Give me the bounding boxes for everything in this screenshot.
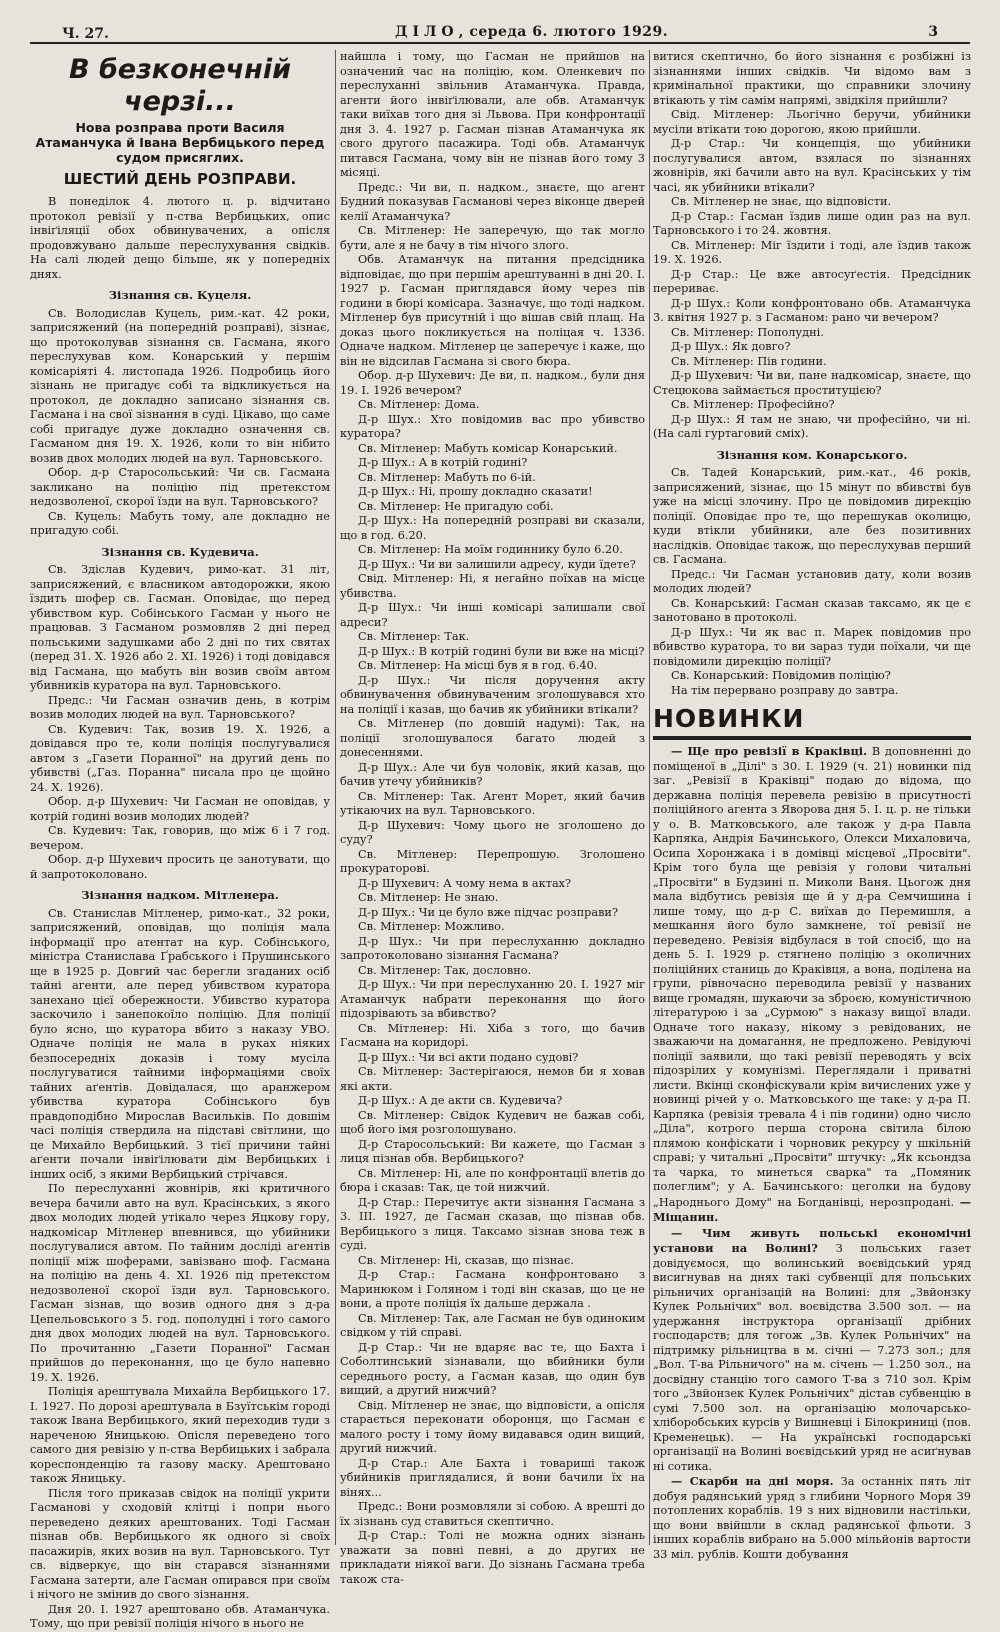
- paragraph: Д-р Шух.: Я там не знаю, чи професійно, чи ні. (На салі гуртаговий сміх).: [653, 412, 971, 440]
- paragraph: Д-р Шух.: Чи інші комісарі залишали свої адреси?: [340, 601, 645, 629]
- paragraph: Д-р Шух.: Чи при переслуханню докладно запротоколовано зізнання Гасмана?: [340, 934, 645, 962]
- paragraph: Св. Мітленер: Ні, але по конфронтації влетів до бюра і сказав: Так, це той нижчий.: [340, 1166, 645, 1194]
- article-headline: В безконечній черзі...: [68, 54, 292, 117]
- paragraph: В понеділок 4. лютого ц. р. відчитано протокол ревізії у п-ства Вербицьких, опис інвіґіляції обох обвинувачених, а опісля продовжувано дальше переслухування свідків. На салі людей дещо більше, як у попередніх днях.: [30, 195, 330, 281]
- paragraph: Д-р Шухевич: Чому цього не зголошено до суду?: [340, 818, 645, 846]
- paragraph: По переслуханні жовнірів, які критичного вечера бачили авто на вул. Красінських, з якого двох молодих людей утікало через Яцкову гору, надкомісар Мітленер впевнився, що убийники послугувалися автом. По тайним досліді агентів поліції між шоферами, завізвано шоф. Гасмана на поліцію на день 4. XI. 1926 під претекстом недозволеної скорої їзди вул. Тарновського. Гасман зізнав, що возив одного дня з д-ра Цепельовського з 5. год. пополудні і того самого дня двох молодих людей на вул. Тарновського. По прочитанню „Газети Поранної" Гасман прийшов до переконання, що це було напевно 19. X. 1926.: [30, 1182, 330, 1384]
- day-heading: ШЕСТИЙ ДЕНЬ РОЗПРАВИ.: [63, 170, 297, 188]
- column-divider: [335, 50, 336, 1545]
- paragraph: Св. Конарський: Гасман сказав таксамо, як це є занотовано в протоколі.: [653, 596, 971, 624]
- header-rule: [30, 42, 970, 44]
- paragraph: Д-р Шух.: Чи при переслуханню 20. I. 1927 міг Атаманчук набрати переконання що його підозрівають за вбивство?: [340, 978, 645, 1020]
- paragraph: Д-р Шух.: Але чи був чоловік, який казав, що бачив утечу убийників?: [340, 760, 645, 788]
- paragraph: Д-р Шух.: А де акти св. Кудевича?: [358, 1094, 563, 1107]
- news-item-title: — Чим живуть польські економічні установи на Волині?: [653, 1225, 971, 1255]
- paragraph: Св. Здіслав Кудевич, римо-кат. 31 літ, заприсяжений, є власником автодорожки, якою їздить шофер св. Гасман. Оповідає, що перед убивством кур. Собінського Гасман у нього не працював. З Гасманом розмовляв 2 дні перед польськими задушками або 2 дні по тих святах (перед 31. X. 1926 або 2. XI. 1926) і тоді довідався від Гасмана, що мабуть він возив своїм автом убивників куратора на вул. Тарновського.: [30, 563, 330, 692]
- paragraph: найшла і тому, що Гасман не прийшов на означений час на поліцію, ком. Оленкевич по переслуханні звільнив Атаманчука. Правда, агенти його інвіґілювали, але обв. Атаманчук таки виїхав того дня зі Львова. При конфронтації дня 3. 4. 1927 р. Гасман пізнав Атаманчука як свого другого пасажира. Тоді обв. Атаманчук питався Гасмана, чому він не пізнав його тому 3 місяці.: [340, 50, 645, 179]
- paragraph: Після того приказав свідок на поліції укрити Гасманові у сходовій клітці і попри нього переведено деяких арештованих. Тоді Гасман пізнав обв. Вербицького як одного зі своїх пасажирів, яких возив на вул. Тарновського. Тут св. відверкує, що він старався зізнаннями Гасмана затерти, але Гасман опирався при своїм і нічого не змінив до свого зізнання.: [30, 1486, 330, 1601]
- section-heading: Зізнання надком. Мітленера.: [81, 888, 279, 902]
- paragraph: Д-р Стар.: Чи не вдаряє вас те, що Бахта і Соболтинський зізнавали, що вбийники були середнього росту, а Гасман казав, що один був вищий, а другий нижчий?: [340, 1340, 645, 1397]
- column-3: [653, 50, 971, 1561]
- paragraph: Св. Мітленер: Міг їздити і тоді, але їздив також 19. X. 1926.: [653, 238, 971, 266]
- paragraph: Св. Мітленер: Пів години.: [671, 354, 827, 368]
- paragraph: Св. Мітленер: Так, але Гасман не був одиноким свідком у тій справі.: [340, 1311, 645, 1339]
- paragraph: Св. Мітленер: Так. Агент Морет, який бачив утікаючих на вул. Тарновського.: [340, 789, 645, 817]
- paragraph: Св. Мітленер (по довшій надумі): Так, на поліції зголошувалося багато людей з донесеннями.: [340, 717, 645, 759]
- news-item-body: За останніх пять літ добуя радянський уряд з глибини Чорного Моря 39 потоплених кораблів. 19 з них відновили настільки, що вони ввійшли в склад радянської фльоти. З інших кораблів вибрано на 5.000 мільйонів вартости 33 міл. рублів. Кошти добування: [653, 1475, 971, 1561]
- paragraph: Св. Мітленер не знає, що відповісти.: [671, 195, 892, 208]
- paragraph: Св. Мітленер: Мабуть по 6-ій.: [358, 470, 536, 484]
- paragraph: Св. Мітленер: На місці був я в год. 6.40.: [358, 659, 598, 672]
- news-item-title: — Скарби на дні моря.: [671, 1474, 834, 1488]
- paragraph: Д-р Шух.: Чи всі акти подано судові?: [358, 1050, 579, 1064]
- paragraph: Обор. д-р Старосольський: Чи св. Гасмана закликано на поліцію під претекстом недозволеної, скорої їзди на вул. Тарновського?: [30, 466, 330, 508]
- paragraph: Д-р Шух.: А в котрій годині?: [358, 456, 528, 469]
- paragraph: Предс.: Вони розмовляли зі собою. А врешті до їх зізнань суд ставиться скептично.: [340, 1500, 645, 1528]
- news-item-signature: — Міщанин.: [653, 1194, 971, 1224]
- page-number: 3: [928, 24, 938, 40]
- column-divider: [649, 50, 650, 1545]
- news-item-body: З польських газет довідуємося, що волинський воєвідський уряд висигнував на днях такі субвенції для польських рільничих організацій на Волині: для „Звйонзку Кулек Рольнічих" вол. воєвідства 3.500 зол. — на удержання інструктора організації дрібних господарств; для тогож „Зв. Кулек Рольнічих" на підтримку рільництва в м. січні — 7.273 зол.; для „Вол. Т-ва Рільничого" на м. січень — 1.250 зол., на досвідну станцію того самого Т-ва з 710 зол. Крім того „Звйонзек Кулек Рольнічих" дістав субвенцію в сумі 7.500 зол. на організацію молочарсько-хліборобських курсів у Вишневці і Білокриниці (пов. Кременецьк). — На українські господарські організації на Волині воєвідський уряд не асиґнував ні сотика.: [653, 1242, 971, 1473]
- paragraph: Д-р Шух.: Чи це було вже підчас розправи?: [358, 905, 619, 919]
- paragraph: Д-р Шух.: Хто повідомив вас про убивство куратора?: [340, 412, 645, 440]
- paragraph: Св. Куцель: Мабуть тому, але докладно не пригадую собі.: [30, 509, 330, 537]
- newspaper-title: ДІЛО: [395, 24, 459, 40]
- section-heading: Зізнання ком. Конарського.: [716, 447, 908, 462]
- paragraph: Д-р Шух.: Коли конфронтовано обв. Атаманчука 3. квітня 1927 р. з Гасманом: рано чи вечером?: [653, 296, 971, 324]
- paragraph: Св. Володислав Куцель, рим.-кат. 42 роки, заприсяжений (на попередній розправі), зізнає, що протоколував зізнання св. Гасмана, якого переслухував ком. Конарський у першім комісаріяті 4. листопада 1926. Подробиць його зізнань не пригадує собі та відкликується на протокол, де докладно записано зізнання св. Гасмана і на свої зізнання в суді. Цікаво, що саме собі пригадує дуже докладно означення св. Гасманом дня 19. X. 1926, коли то він нібито возив двох молодих людей на вул. Тарновського.: [30, 306, 330, 465]
- paragraph: Д-р Шух.: Ні, прошу докладно сказати!: [358, 485, 593, 498]
- paragraph: Обв. Атаманчук на питання предсідника відповідає, що при першім арештуванні в дні 20. I. 1927 р. Гасман приглядався йому через пів години в бюрі комісара. Зазначує, що тоді надком. Мітленер був присутній і що вішав свій плащ. На доказ цього покликується на поліцая ч. 1336. Одначе надком. Мітленер це заперечує і каже, що він не відсилав Гасмана зі свого бюра.: [340, 253, 645, 368]
- paragraph: Д-р Шухевич: А чому нема в актах?: [358, 876, 572, 890]
- paragraph: Обор. д-р Шухевич: Де ви, п. надком., були дня 19. I. 1926 вечером?: [340, 369, 645, 397]
- paragraph: Д-р Стар.: Це вже автосуґестія. Предсідник перериває.: [653, 267, 971, 295]
- paragraph: Дня 20. I. 1927 арештовано обв. Атаманчука. Тому, що при ревізії поліція нічого в нього не: [30, 1602, 330, 1630]
- paragraph: Д-р Шухевич: Чи ви, пане надкомісар, знаєте, що Стецюкова займається проституцією?: [653, 369, 971, 397]
- paragraph: Д-р Стар.: Але Бахта і товариші також убийників приглядалися, й вони бачили їх на вінях...: [340, 1456, 645, 1499]
- paragraph: витися скептично, бо його зізнання є розбіжні із зізнаннями інших свідків. Чи відомо вам з кримінальної практики, що справники злочину втікають у тім самім напрямі, звідкіля прийшли?: [653, 50, 971, 107]
- masthead: ДІЛО, середа 6. лютого 1929.: [395, 24, 669, 40]
- paragraph: Д-р Шух.: В котрій годині були ви вже на місці?: [358, 644, 645, 658]
- paragraph: Поліція арештувала Михайла Вербицького 17. I. 1927. По дорозі арештувала в Бзуїтськім городі також Івана Вербицького, який переходив туди з нареченою Яницькою. Опісля переведено того самого дня ревізію у п-ства Вербицьких і забрала кореспонденцію та газову маску. Арештовано також Яницьку.: [30, 1385, 330, 1485]
- paragraph: Д-р Стар.: Чи концепція, що убийники послугувалися автом, взялася по зізнаннях жовнірів, які бачили авто на вул. Красінських у тім часі, як убийники втікали?: [653, 137, 971, 194]
- paragraph: Св. Мітленер: Так.: [358, 630, 470, 643]
- paragraph: Св. Мітленер: Мабуть комісар Конарський.: [358, 441, 618, 455]
- section-heading: Зізнання св. Куцеля.: [108, 288, 252, 302]
- paragraph: На тім перервано розправу до завтра.: [671, 683, 899, 697]
- paragraph: Д-р Стар.: Гасмана конфронтовано з Маринюком і Голяном і тоді він сказав, що це не вони, а проте поліція їх дальше держала .: [340, 1268, 645, 1310]
- paragraph: Св. Кудевич: Так, возив 19. X. 1926, а довідався про те, коли поліція послугувалися автом з „Газети Поранної" на другий день по убивстві („Газ. Поранна" писала про це щойно 24. X. 1926).: [30, 722, 330, 794]
- paragraph: Св. Кудевич: Так, говорив, що між 6 і 7 год. вечером.: [30, 824, 330, 852]
- news-item-body: В доповненні до поміщеної в „Ділі" з 30. I. 1929 (ч. 21) новинки під заг. „Ревізії в Краківці" подаю до відома, що державна поліція перевела ревізію в присутності поліційного агента з Яворова дня 5. I. ц. р. не тільки у о. В. Матковського, але також у д-ра Павла Карпяка, Андрія Бачинського, Олекси Михаловича, Осипа Хоронжака і в домівці місцевої „Просвіти". Крім того була ще ревізія у голови читальні „Просвіти" в Будзині п. Миколи Ваня. Цьогож дня мала відбутись ревізія ще й у д-ра Семчишина і лише тому, що д-р С. виїхав до Перемишля, а мешкання його було замкнене, тої ревізії не переведено. Ревізія відбулася в той спосіб, що на день 5. I. 1929 р. стягнено поліцію з околичних поліційних станиць до Краківця, а вона, поділена на групи, рівночасно переводила ревізії у названих вище громадян, шукаючи за зброєю, комуністичною літературою і за „Сурмою" з наказу вищої влади. Одначе того наказу, нікому з ревідованих, не зважаючи на домагання, не предложено. Ревідуючі поліції заявили, що такі ревізії переводять у всіх підозрілих у комунізмі. Переглядали і приватні листи. Вкінці сконфіскували крім вичислених уже у новинці річей у о. Матковського ще таке: у д-ра П. Карпяка (ревізія тревала 4 і пів години) одно число „Діла", котрого перша сторона світила білою плямою конфіскати і чорновик рекурсу у шкільній справі; у читальні „Просвіти" штучку: „Як ксьондза та чарка, то минеться сварка" та „Помяник полеглим"; у А. Бачинського: цеголки на будову „Народнього Дому" на Богданівці, нерозпродані.: [653, 745, 971, 1209]
- paragraph: Д-р Стар.: Толі не можна одних зізнань уважати за повні певні, а до других не прикладати ніякої ваги. До зізнань Гасмана треба також ста-: [340, 1529, 645, 1586]
- paragraph: Св. Мітленер: Не знаю.: [358, 891, 499, 904]
- paragraph: Св. Мітленер: Пополудні.: [671, 325, 824, 339]
- paragraph: Д-р Шух.: Чи як вас п. Марек повідомив про вбивство куратора, то ви зараз туди поїхали, чи ще повідомили дирекцію поліції?: [653, 625, 971, 668]
- news-section-heading: НОВИНКИ: [653, 704, 805, 733]
- paragraph: Свід. Мітленер: Ні, я негайно поїхав на місце убивства.: [340, 572, 645, 600]
- paragraph: Д-р Шух.: Як довго?: [671, 340, 791, 353]
- paragraph: Предс.: Чи Гасман установив дату, коли возив молодих людей?: [653, 567, 971, 595]
- paragraph: Св. Мітленер: Застерігаюся, немов би я ховав які акти.: [340, 1065, 645, 1093]
- article-subhead: Нова розправа проти Василя Атаманчука й Івана Вербицького перед судом присяглих.: [35, 120, 325, 165]
- paragraph: Св. Станислав Мітленер, римо-кат., 32 роки, заприсяжений, оповідав, що поліція мала інформації про атентат на кур. Собінського, міністра Станислава Ґрабського і Прушинського ще в 1925 р. Довгий час берегли згаданих осіб тайні агенти, але перед убивством куратора занехано цієї обережности. Убивство куратора заскочило і занепокоїло поліцію. Для поліції було ясно, що куратора вбито з наказу УВО. Одначе поліція не мала в руках ніяких безпосередніх доказів і тому мусіла послугуватися тайними інформаціями своїх тайних аґентів. Довідалася, що аранжером убивства куратора Собінського був правдоподібно Мирослав Васильків. По довшім часі поліція ствердила на підставі світлини, що це Михайло Вербицький. З тієї причини тайні аґенти почали інвіґілювати дім Вербицьких і інших осіб, з якими Вербицький стрічався.: [30, 906, 330, 1181]
- paragraph: Св. Мітленер: На моїм годиннику було 6.20.: [358, 543, 623, 556]
- paragraph: Д-р Шух.: На попередній розправі ви сказали, що в год. 6.20.: [340, 514, 645, 542]
- column-2: [340, 50, 645, 1586]
- paragraph: Св. Мітленер: Ні. Хіба з того, що бачив Гасмана на коридорі.: [340, 1021, 645, 1049]
- paragraph: Свід. Мітленер не знає, що відповісти, а опісля старається переконати оборонця, що Гасман є малого росту і тому йому видавався один вищий, другий нижчий.: [340, 1398, 645, 1455]
- page-header: [0, 0, 1000, 40]
- paragraph: Д-р Старосольський: Ви кажете, що Гасман з лиця пізнав обв. Вербицького?: [340, 1137, 645, 1165]
- section-heading: Зізнання св. Кудевича.: [101, 544, 259, 559]
- paragraph: Св. Мітленер: Дома.: [358, 398, 480, 411]
- paragraph: Св. Мітленер: Не пригадую собі.: [358, 499, 554, 513]
- paragraph: Св. Мітленер: Перепрошую. Зголошено прокураторові.: [340, 847, 645, 875]
- paragraph: Д-р Шух.: Чи після доручення акту обвинувачення обвинуваченим зголошувався хто на поліції і казав, що бачив як убийники втікали?: [340, 673, 645, 716]
- issue-date: середа 6. лютого 1929.: [469, 24, 669, 40]
- paragraph: Св. Тадей Конарський, рим.-кат., 46 років, заприсяжений, зізнає, що 15 мінут по вбивстві був уже на місці злочину. Про це повідомив дирекцію поліції. Оповідає про те, що перешукав околицю, куди втікли убийники, але без позитивних наслідків. Оповідає також, що переслухував перший св. Гасмана.: [653, 466, 971, 566]
- paragraph: Предс.: Чи Гасман означив день, в котрім возив молодих людей на вул. Тарновського?: [30, 693, 330, 721]
- paragraph: Св. Мітленер: Свідок Кудевич не бажав собі, щоб його імя розголошувано.: [340, 1108, 645, 1136]
- news-heading-rule: [653, 736, 971, 740]
- paragraph: Св. Мітленер: Можливо.: [358, 920, 505, 933]
- paragraph: Св. Мітленер: Не заперечую, що так могло бути, але я не бачу в тім нічого злого.: [340, 224, 645, 252]
- paragraph: Св. Конарський: Повідомив поліцію?: [671, 669, 891, 682]
- paragraph: Св. Мітленер: Професійно?: [671, 398, 835, 411]
- column-1: [30, 50, 330, 1630]
- paragraph: Св. Мітленер: Ні, сказав, що пізнає.: [358, 1253, 574, 1267]
- paragraph: Д-р Стар.: Перечитує акти зізнання Гасмана з 3. III. 1927, де Гасман сказав, що пізнав обв. Вербицького з лиця. Таксамо зізнав знова теж в суді.: [340, 1195, 645, 1252]
- paragraph: Св. Мітленер: Так, дословно.: [358, 963, 532, 977]
- paragraph: Обор. д-р Шухевич: Чи Гасман не оповідав, у котрій годині возив молодих людей?: [30, 795, 330, 823]
- paragraph: Д-р Стар.: Гасман їздив лише один раз на вул. Тарновського і то 24. жовтня.: [653, 209, 971, 237]
- paragraph: Предс.: Чи ви, п. надком., знаєте, що агент Будний показував Гасманові через віконце дверей келії Атаманчука?: [340, 180, 645, 223]
- paragraph: Д-р Шух.: Чи ви залишили адресу, куди їдете?: [358, 557, 636, 571]
- issue-number: Ч. 27.: [62, 26, 109, 42]
- paragraph: Свід. Мітленер: Льогічно беручи, убийники мусіли втікати тою дорогою, якою прийшли.: [653, 108, 971, 136]
- paragraph: Обор. д-р Шухевич просить це занотувати, що й запротоколовано.: [30, 853, 330, 881]
- news-item-title: — Ще про ревізії в Краківці.: [671, 744, 868, 758]
